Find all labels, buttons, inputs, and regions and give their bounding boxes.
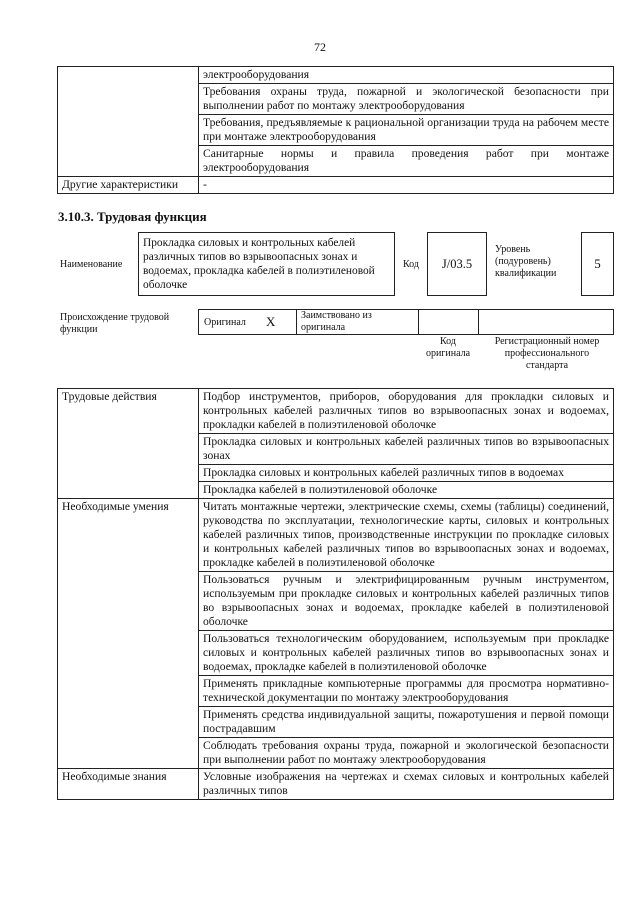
labor-function-table (57, 388, 614, 800)
row-label: Необходимые знания (58, 769, 199, 800)
top-characteristics-table (57, 66, 614, 194)
table-row (58, 67, 614, 84)
code-label: Код (403, 259, 419, 270)
table-row (58, 499, 614, 572)
code-value: J/03.5 (441, 257, 473, 271)
table-cell: Пользоваться технологическим оборудованием, используемым при прокладке силовых и контрольных кабелей различных типов во взрывоопасных зонах и водоемах, прокладке кабелей в полиэтиленовой оболочке (199, 631, 614, 676)
level-value: 5 (594, 256, 601, 271)
level-label: Уровень (подуровень) квалификации (495, 244, 557, 279)
table-cell: Прокладка кабелей в полиэтиленовой оболочке (199, 482, 614, 499)
table-row (58, 389, 614, 434)
table-cell: электрооборудования (199, 67, 614, 84)
table-cell: Прокладка силовых и контрольных кабелей различных типов в водоемах (199, 465, 614, 482)
row-label: Другие характеристики (58, 177, 199, 194)
code-caption: Код оригинала (425, 336, 471, 359)
table-cell: Соблюдать требования охраны труда, пожарной и экологической безопасности при выполнении работ по монтажу электрооборудования (199, 738, 614, 769)
row-label: Трудовые действия (58, 389, 199, 499)
table-row (58, 177, 614, 194)
table-cell: Применять средства индивидуальной защиты, пожаротушения и первой помощи пострадавшим (199, 707, 614, 738)
reg-caption: Регистрационный номер профессионального стандарта (494, 336, 600, 371)
table-cell: Условные изображения на чертежах и схемах силовых и контрольных кабелей различных типов (199, 769, 614, 800)
borrowed-label: Заимствовано из оригинала (301, 310, 372, 333)
table-cell: Читать монтажные чертежи, электрические схемы, схемы (таблицы) соединений, руководства по эксплуатации, технологические карты, силовых и контрольных кабелей различных типов, производственные инструкции по прокладке силовых и контрольных кабелей различных типов во взрывоопасных зонах и водоемах, прокладке кабелей в полиэтиленовой оболочке (199, 499, 614, 572)
original-label: Оригинал (204, 317, 246, 328)
row-label: Необходимые умения (58, 499, 199, 769)
function-name-box (138, 232, 395, 296)
table-cell: Требования охраны труда, пожарной и экологической безопасности при выполнении работ по монтажу электрооборудования (199, 84, 614, 115)
table-cell: Требования, предъявляемые к рациональной организации труда на рабочем месте при монтаже электрооборудования (199, 115, 614, 146)
origin-divider-1 (418, 309, 419, 335)
original-cell (199, 309, 297, 335)
code-box (427, 232, 487, 296)
table-row (58, 769, 614, 800)
section-title: 3.10.3. Трудовая функция (58, 209, 207, 224)
table-cell: - (199, 177, 614, 194)
origin-divider-2 (478, 309, 479, 335)
table-cell: Применять прикладные компьютерные программы для просмотра нормативно-технической документации по монтажу электрооборудования (199, 676, 614, 707)
table-cell: Прокладка силовых и контрольных кабелей различных типов во взрывоопасных зонах (199, 434, 614, 465)
original-mark: X (266, 314, 276, 329)
function-name: Прокладка силовых и контрольных кабелей различных типов во взрывоопасных зонах и водоемах, прокладка кабелей в полиэтиленовой оболочке (143, 237, 375, 291)
table-cell: Пользоваться ручным и электрифицированным ручным инструментом, используемым при прокладке силовых и контрольных кабелей различных типов во взрывоопасных зонах и водоемах, прокладке кабелей в полиэтиленовой оболочке (199, 572, 614, 631)
level-box (581, 232, 614, 296)
table-cell: Подбор инструментов, приборов, оборудования для прокладки силовых и контрольных кабелей различных типов во взрывоопасных зонах и водоемах, прокладки кабелей в полиэтиленовой оболочке (199, 389, 614, 434)
name-label: Наименование (60, 259, 123, 270)
page-number: 72 (314, 40, 326, 54)
origin-label: Происхождение трудовой функции (60, 312, 170, 335)
table-cell: Санитарные нормы и правила проведения работ при монтаже электрооборудования (199, 146, 614, 177)
row-label (58, 67, 199, 177)
